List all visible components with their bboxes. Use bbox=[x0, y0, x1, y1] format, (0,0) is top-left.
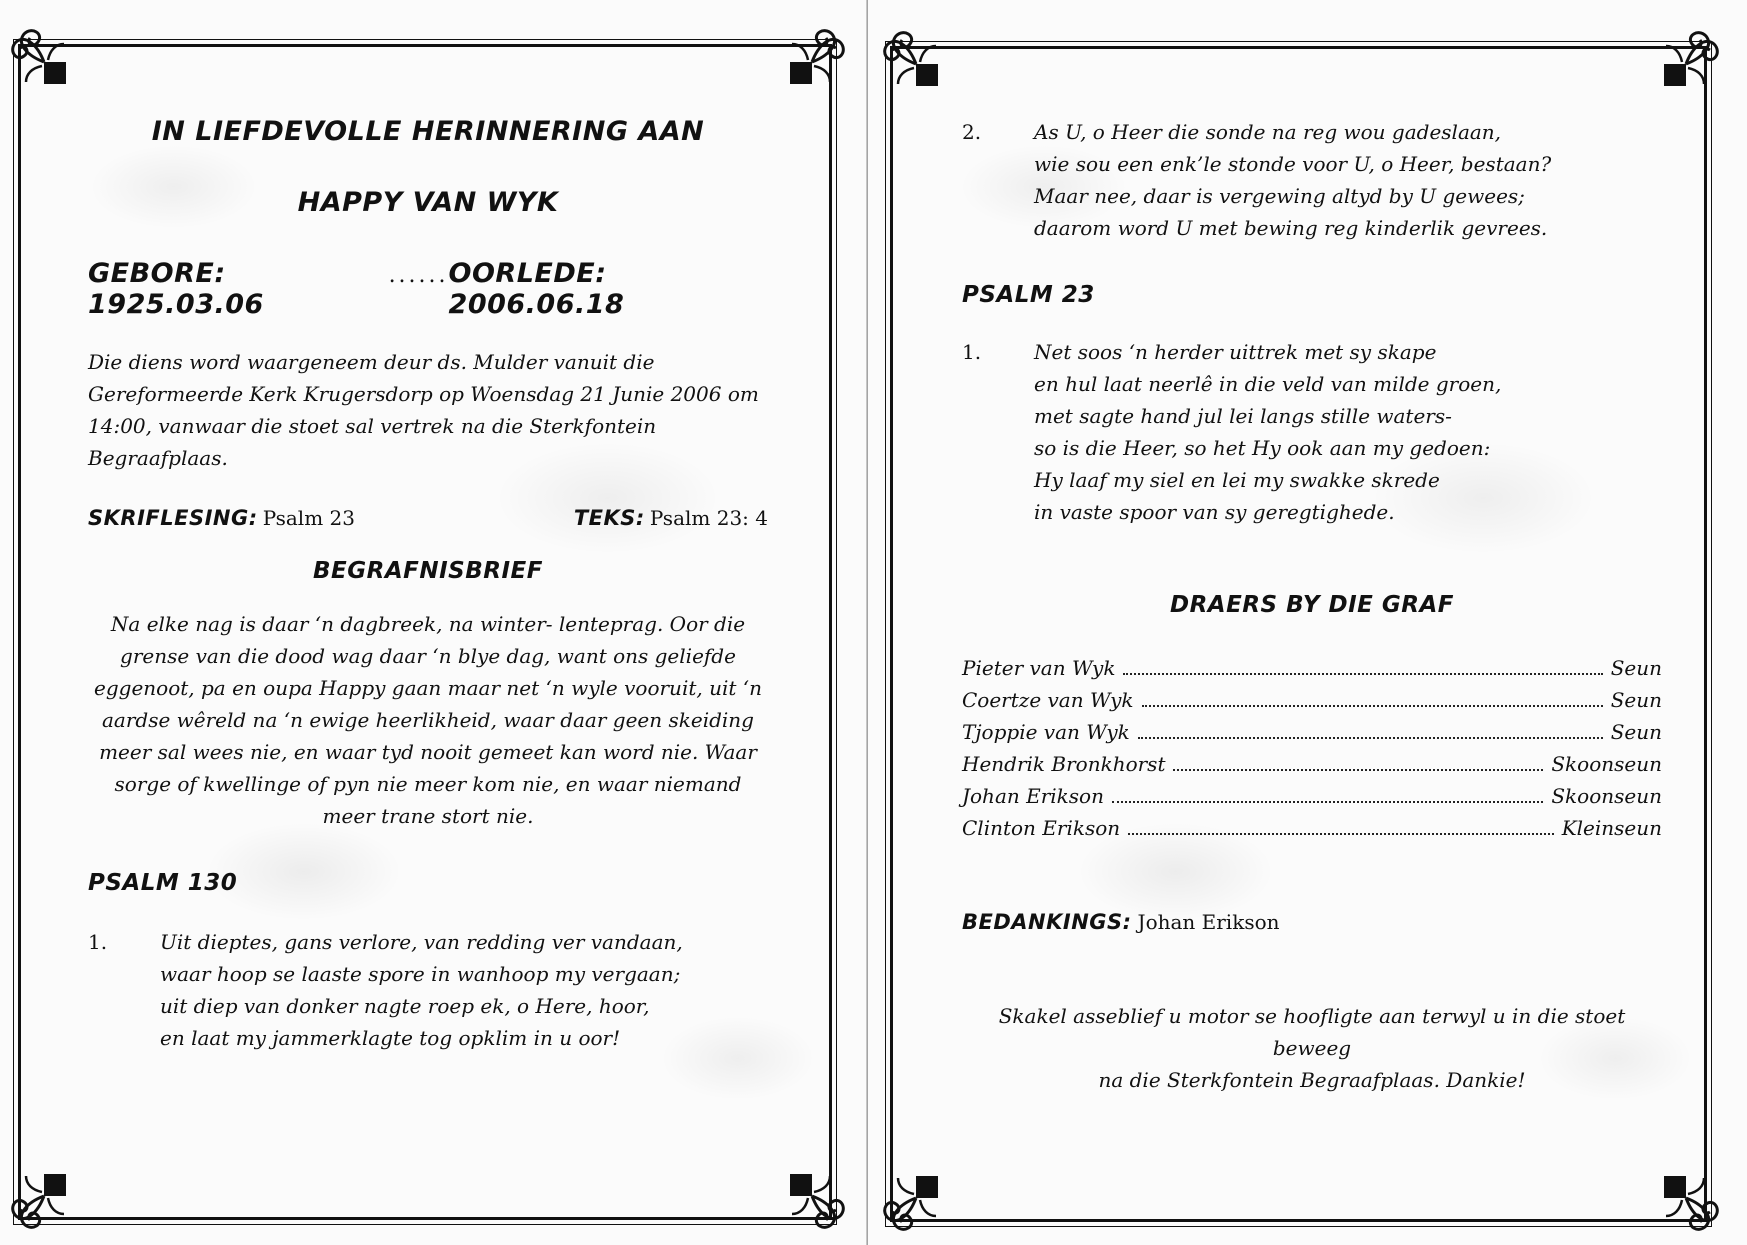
bearer-relation: Seun bbox=[1610, 720, 1662, 744]
verse-line: Uit dieptes, gans verlore, van redding ver vandaan, bbox=[160, 930, 683, 954]
verse-line: en hul laat neerlê in die veld van milde groen, bbox=[1034, 372, 1502, 396]
bearer-name: Johan Erikson bbox=[962, 784, 1104, 808]
corner-ornament-icon bbox=[8, 1160, 80, 1232]
verse-line: wie sou een enk’le stonde voor U, o Heer, bestaan? bbox=[1034, 152, 1552, 176]
verse-line: uit diep van donker nagte roep ek, o Here, hoor, bbox=[160, 994, 650, 1018]
verse-line: Net soos ‘n herder uittrek met sy skape bbox=[1034, 340, 1437, 364]
psalm-130-verse-2 bbox=[962, 116, 1662, 244]
sermon-text-value: Psalm 23: 4 bbox=[649, 506, 768, 530]
psalm-130-heading: PSALM 130 bbox=[88, 870, 238, 896]
thanks-value: Johan Erikson bbox=[1137, 910, 1280, 934]
dot-leader bbox=[1138, 737, 1603, 739]
bearer-relation: Kleinseun bbox=[1561, 816, 1662, 840]
bearer-relation: Skoonseun bbox=[1551, 784, 1662, 808]
bearer-row bbox=[962, 652, 1662, 684]
verse-line: daarom word U met bewing reg kinderlik gevrees. bbox=[1034, 216, 1548, 240]
memorial-title: IN LIEFDEVOLLE HERINNERING AAN bbox=[151, 116, 705, 147]
verse-lines bbox=[1034, 116, 1551, 244]
bearer-row bbox=[962, 812, 1662, 844]
bearer-relation: Seun bbox=[1610, 656, 1662, 680]
birth-date: GEBORE: 1925.03.06 bbox=[88, 258, 264, 320]
verse-number: 1. bbox=[962, 340, 982, 364]
verse-line: waar hoop se laaste spore in wanhoop my vergaan; bbox=[160, 962, 681, 986]
bearer-relation: Skoonseun bbox=[1551, 752, 1662, 776]
left-page bbox=[0, 0, 868, 1245]
verse-line: As U, o Heer die sonde na reg wou gadeslaan, bbox=[1034, 120, 1502, 144]
corner-ornament-icon bbox=[776, 26, 848, 98]
service-details: Die diens word waargeneem deur ds. Mulder vanuit die Gereformeerde Kerk Krugersdorp op Woensdag 21 Junie 2006 om 14:00, vanwaar die stoet sal vertrek na die Sterkfontein Begraafplaas. bbox=[88, 350, 759, 470]
corner-ornament-icon bbox=[8, 26, 80, 98]
verse-lines bbox=[1034, 336, 1501, 528]
right-page bbox=[868, 0, 1747, 1245]
bearer-name: Tjoppie van Wyk bbox=[962, 720, 1130, 744]
psalm-130-verse-1 bbox=[88, 926, 768, 1054]
verse-line: so is die Heer, so het Hy ook aan my gedoen: bbox=[1034, 436, 1491, 460]
bearers-heading: DRAERS BY DIE GRAF bbox=[1169, 592, 1454, 618]
bearer-name: Coertze van Wyk bbox=[962, 688, 1134, 712]
bearer-row bbox=[962, 716, 1662, 748]
sermon-text bbox=[574, 506, 768, 530]
verse-line: en laat my jammerklagte tog opklim in u oor! bbox=[160, 1026, 621, 1050]
dot-leader bbox=[1123, 673, 1602, 675]
bearer-row bbox=[962, 748, 1662, 780]
left-page-content bbox=[88, 116, 768, 1054]
dot-leader bbox=[1173, 769, 1543, 771]
corner-ornament-icon bbox=[1650, 1162, 1722, 1234]
bearer-name: Clinton Erikson bbox=[962, 816, 1121, 840]
right-page-content bbox=[962, 116, 1662, 1096]
funeral-letter-heading: BEGRAFNISBRIEF bbox=[313, 558, 543, 584]
corner-ornament-icon bbox=[1650, 28, 1722, 100]
corner-ornament-icon bbox=[776, 1160, 848, 1232]
verse-line: Hy laaf my siel en lei my swakke skrede bbox=[1034, 468, 1440, 492]
scripture-reading bbox=[88, 506, 355, 530]
death-date: OORLEDE: 2006.06.18 bbox=[448, 258, 625, 320]
dates-row bbox=[88, 258, 768, 320]
bearer-name: Pieter van Wyk bbox=[962, 656, 1116, 680]
bearer-row bbox=[962, 684, 1662, 716]
thanks-row bbox=[962, 910, 1662, 934]
closing-note bbox=[962, 1000, 1662, 1096]
closing-note-line: na die Sterkfontein Begraafplaas. Dankie! bbox=[1098, 1068, 1526, 1092]
funeral-letter-text: Na elke nag is daar ‘n dagbreek, na winter- lenteprag. Oor die grense van die dood wag daar ‘n blye dag, want ons geliefde eggenoot, pa en oupa Happy gaan maar net ‘n wyle vooruit, uit ‘n aardse wêreld na ‘n ewige heerlikheid, waar daar geen skeiding meer sal wees nie, en waar tyd nooit gemeet kan word nie. Waar sorge of kwellinge of pyn nie meer kom nie, en waar niemand meer trane stort nie. bbox=[94, 612, 762, 828]
verse-line: met sagte hand jul lei langs stille waters- bbox=[1034, 404, 1452, 428]
bearers-list bbox=[962, 652, 1662, 844]
corner-ornament-icon bbox=[880, 1162, 952, 1234]
verse-number: 1. bbox=[88, 930, 108, 954]
dates-separator: ...... bbox=[388, 263, 449, 288]
verse-line: in vaste spoor van sy geregtighede. bbox=[1034, 500, 1395, 524]
dot-leader bbox=[1128, 833, 1554, 835]
sermon-text-label: TEKS: bbox=[573, 506, 645, 530]
scripture-reading-value: Psalm 23 bbox=[262, 506, 355, 530]
bearer-row bbox=[962, 780, 1662, 812]
corner-ornament-icon bbox=[880, 28, 952, 100]
psalm-23-heading: PSALM 23 bbox=[962, 282, 1095, 308]
bearer-relation: Seun bbox=[1610, 688, 1662, 712]
verse-number: 2. bbox=[962, 120, 982, 144]
scripture-reading-label: SKRIFLESING: bbox=[88, 506, 258, 530]
verse-line: Maar nee, daar is vergewing altyd by U gewees; bbox=[1034, 184, 1525, 208]
closing-note-line: Skakel asseblief u motor se hoofligte aan terwyl u in die stoet beweeg bbox=[998, 1004, 1626, 1060]
bearer-name: Hendrik Bronkhorst bbox=[962, 752, 1166, 776]
thanks-label: BEDANKINGS: bbox=[962, 910, 1132, 934]
verse-lines bbox=[160, 926, 683, 1054]
psalm-23-verse-1 bbox=[962, 336, 1662, 528]
reading-row bbox=[88, 506, 768, 530]
dot-leader bbox=[1142, 705, 1603, 707]
dot-leader bbox=[1112, 801, 1543, 803]
deceased-name: HAPPY VAN WYK bbox=[297, 187, 559, 218]
